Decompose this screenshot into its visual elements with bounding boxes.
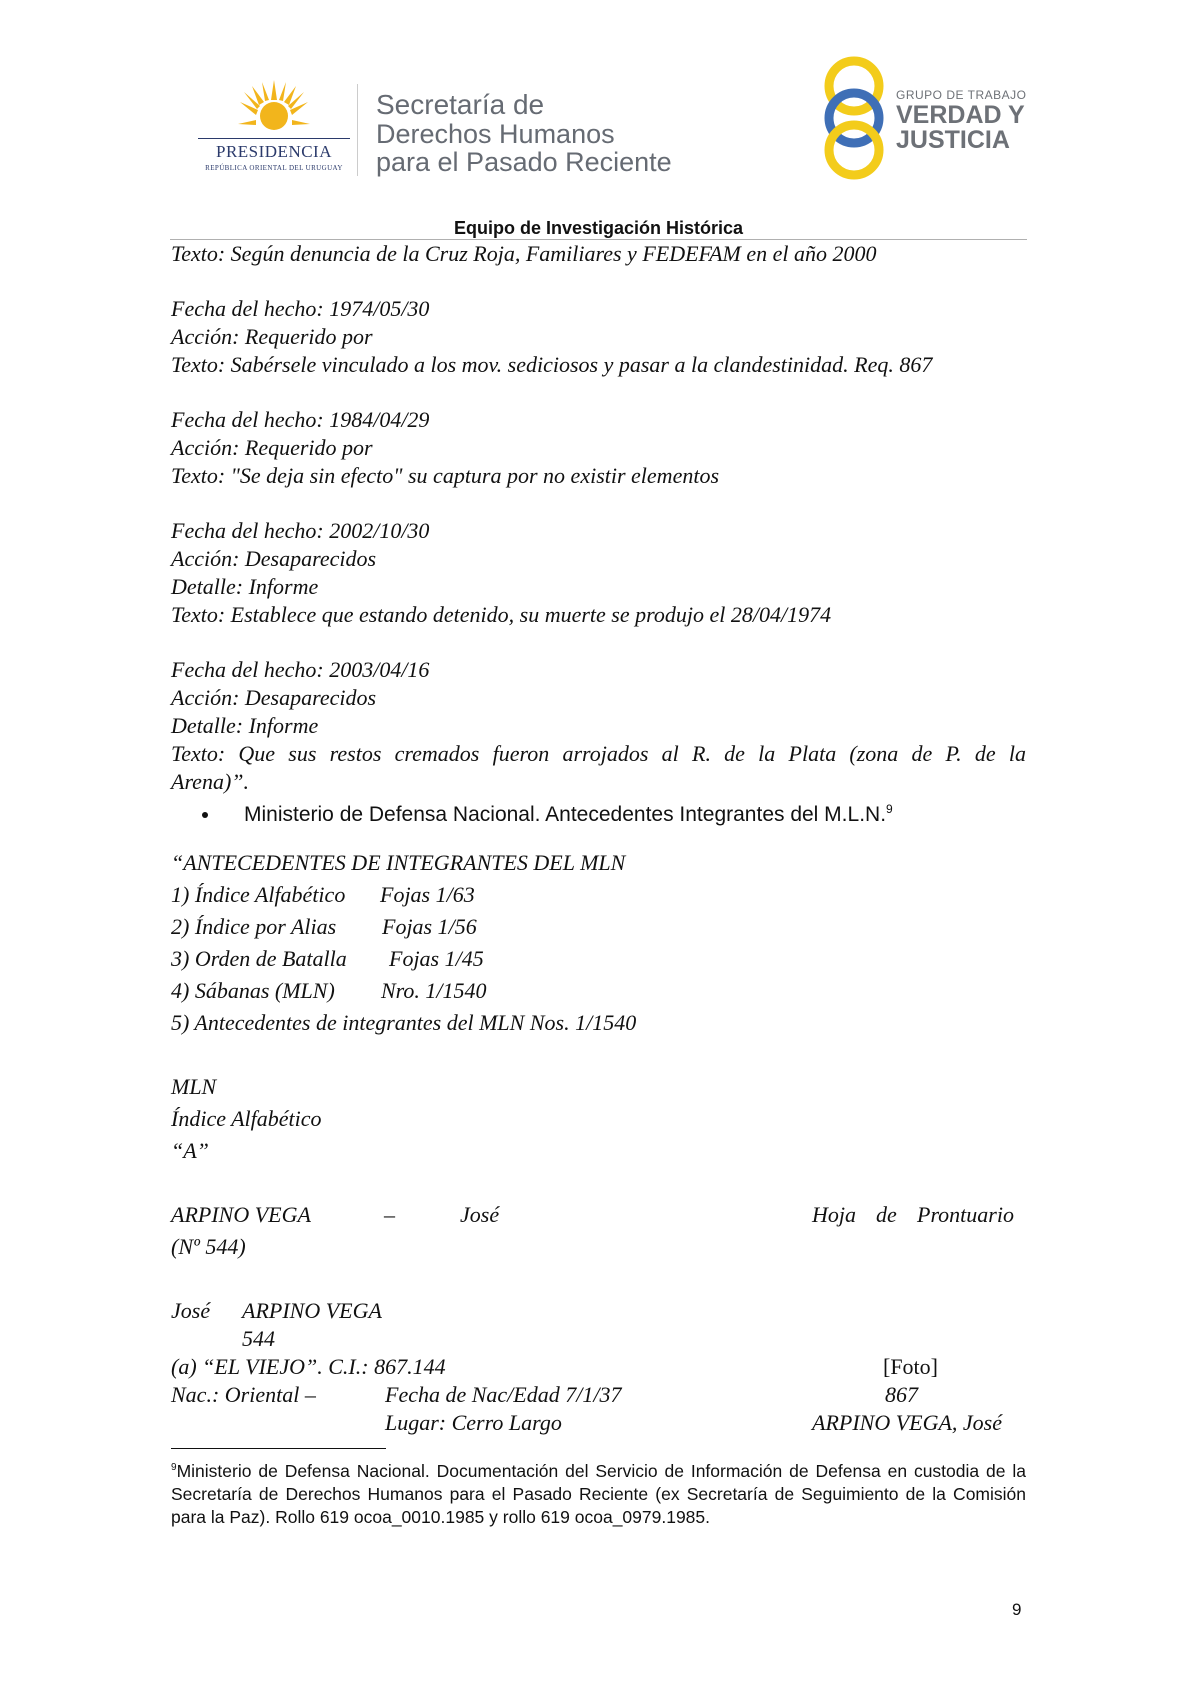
record-de: de [876,1202,897,1227]
record-hoja: Hoja [812,1202,856,1227]
header-rule [170,239,1027,240]
text-line: Índice Alfabético [171,1106,322,1131]
record-nationality: Nac.: Oriental – [171,1382,316,1407]
text-line: Detalle: Informe [171,574,319,599]
grupo-trabajo-label: GRUPO DE TRABAJO [896,88,1027,102]
text-line: Acción: Desaparecidos [171,685,377,710]
secretaria-line-3: para el Pasado Reciente [376,147,672,177]
logo-rule [198,138,350,139]
secretaria-wordmark [376,90,716,176]
page-number: 9 [1012,1600,1022,1619]
footnote-number: 9 [171,1462,177,1473]
record-prontuario: Prontuario [917,1202,1014,1227]
record-caption: ARPINO VEGA, José [812,1410,1002,1435]
interlocked-rings-icon [820,56,900,180]
presidencia-subtitle: REPÚBLICA ORIENTAL DEL URUGUAY [205,164,343,172]
index-entry-label: 1) Índice Alfabético [171,882,346,907]
presidencia-wordmark: PRESIDENCIA [215,142,332,161]
index-entry-label: 2) Índice por Alias [171,914,337,939]
text-line: Texto: Sabérsele vinculado a los mov. sediciosos y pasar a la clandestinidad. Req. 867 [171,352,933,377]
bullet-text: Ministerio de Defensa Nacional. Antecedentes Integrantes del M.L.N. [244,803,887,826]
record-birthplace: Lugar: Cerro Largo [385,1410,562,1435]
index-entry-value: Fojas 1/63 [380,882,475,907]
sun-icon [238,80,310,136]
record-first-name: José [171,1298,211,1323]
index-entry-label: 3) Orden de Batalla [171,946,347,971]
secretaria-line-1: Secretaría de [376,89,545,120]
text-line: Fecha del hecho: 2002/10/30 [171,518,430,543]
record-surname: ARPINO VEGA [171,1202,311,1227]
index-entry-value: Fojas 1/45 [389,946,484,971]
text-line: Acción: Requerido por [171,324,373,349]
footnote-text: Ministerio de Defensa Nacional. Documentación del Servicio de Información de Defensa en custodia de la Secretaría de Derechos Humanos para el Pasado Reciente (ex Secretaría de Seguimiento de la Comisión para la Paz). Rollo 619 ocoa_0010.1985 y rollo 619 ocoa_0979.1985. [171,1460,1026,1527]
text-line: Texto: Que sus restos cremados fueron arrojados al R. de la Plata (zona de P. de la [171,741,1026,766]
record-number: 544 [242,1326,275,1351]
text-line: Arena)”. [171,769,250,794]
logo-separator [357,84,358,176]
text-line: Texto: Según denuncia de la Cruz Roja, Familiares y FEDEFAM en el año 2000 [171,241,877,266]
record-name: José [460,1202,500,1227]
text-line: Texto: "Se deja sin efecto" su captura por no existir elementos [171,463,720,488]
text-line: Texto: Establece que estando detenido, su muerte se produjo el 28/04/1974 [171,602,832,627]
justicia-label: JUSTICIA [896,126,1010,154]
record-alias: (a) “EL VIEJO”. C.I.: 867.144 [171,1354,446,1379]
verdad-justicia-logo [820,56,1030,180]
text-line: Acción: Desaparecidos [171,546,377,571]
footnote-separator [171,1448,386,1449]
team-heading: Equipo de Investigación Histórica [453,218,744,238]
text-line: “ANTECEDENTES DE INTEGRANTES DEL MLN [171,850,626,875]
record-number: (Nº 544) [171,1234,246,1259]
record-dash: – [384,1202,395,1227]
text-line: MLN [171,1074,217,1099]
text-line: Fecha del hecho: 2003/04/16 [171,657,430,682]
photo-placeholder: [Foto] [883,1354,938,1379]
index-entry-value: Fojas 1/56 [382,914,477,939]
text-line: “A” [171,1138,209,1163]
index-entry-label: 4) Sábanas (MLN) [171,978,335,1003]
presidencia-logo [194,80,354,176]
index-entry-label: 5) Antecedentes de integrantes del MLN Nos. 1/1540 [171,1010,637,1035]
text-line: Fecha del hecho: 1984/04/29 [171,407,430,432]
secretaria-line-2: Derechos Humanos [376,119,615,149]
record-number: 867 [885,1382,918,1407]
record-birthdate: Fecha de Nac/Edad 7/1/37 [385,1382,622,1407]
index-entry-value: Nro. 1/1540 [381,978,487,1003]
verdad-label: VERDAD Y [896,101,1025,129]
text-line: Fecha del hecho: 1974/05/30 [171,296,430,321]
record-surname: ARPINO VEGA [242,1298,382,1323]
bullet-list-item [206,802,893,827]
text-line: Acción: Requerido por [171,435,373,460]
footnote [171,1456,1026,1529]
text-line: Detalle: Informe [171,713,319,738]
bullet-icon [202,812,208,818]
footnote-reference: 9 [886,802,893,816]
